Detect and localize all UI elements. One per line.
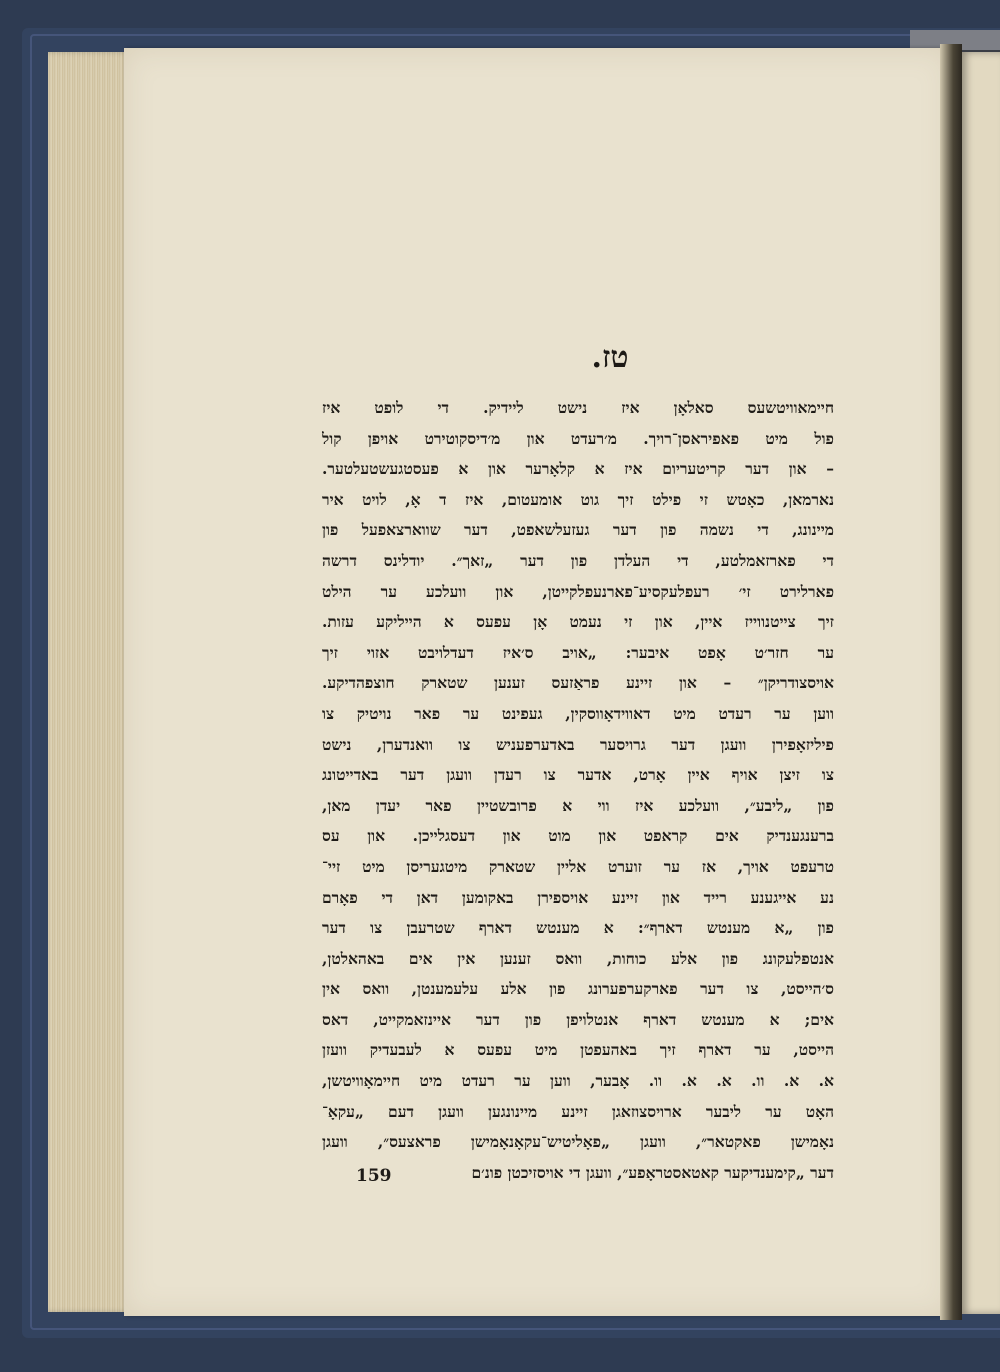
book-gutter: [940, 44, 962, 1320]
text-line: אים; א מענטש דארף אנטלויפן פון דער איינזאמקייט, דאס: [322, 1009, 834, 1029]
text-line: חיימאוויטשעס סאלאָן איז נישט ליידיק. די לופט איז: [322, 398, 834, 417]
text-line: פון „א מענטש דארף״: א מענטש דארף שטרעבן צו דער: [322, 918, 834, 938]
text-line: א. א. וו. א. א. וו. אָבער, ווען ער רעדט מיט חיימאָוויטשן,: [322, 1071, 834, 1091]
body-text: [322, 393, 834, 1188]
text-line: ס׳הייסט, צו דער פארקערפערונג פון אלע עלעמענטן, וואס אין: [322, 979, 834, 999]
page-block-edges: [48, 52, 130, 1312]
text-line: נע אייגענע רייד און זיינע אויספירן באקומען דאן די פאָרם: [322, 887, 834, 907]
facing-page-edge: [962, 52, 1000, 1314]
text-line: זיך צייטנווייז איין, און זי נעמט אָן עפעס א הייליקע עזות.: [322, 612, 834, 632]
page-number: 159: [356, 1166, 392, 1186]
text-line: הייסט, ער דארף זיך באהעפטן מיט עפעס א לעבעדיק וועזן: [322, 1040, 834, 1060]
text-line: נאָמישן פאקטאר״, וועגן „פאָליטיש־עקאָנאָמישן פראצעס״, וועגן: [322, 1132, 834, 1152]
text-line: ווען ער רעדט מיט דאווידאָווסקין, געפינט ער פאר נויטיק צו: [322, 703, 834, 723]
text-line: פארלירט זי׳ רעפלעקסיע־פארנעפלקייטן, און וועלכע ער הילט: [322, 581, 834, 601]
text-line: מיינונג, די נשמה פון דער געזעלשאפט, דער שווארצאפעל פון: [322, 520, 834, 540]
text-line: ברענגענדיק אים קראפט און מוט און דעסגלייכן. און עס: [322, 826, 834, 846]
text-line: פול מיט פאפיראסן־רויך. מ׳רעדט און מ׳דיסקוטירט אויפן קול: [322, 428, 834, 448]
text-line: אנטפלעקונג פון אלע כוחות, וואס זענען אין אים באהאלטן,: [322, 948, 834, 968]
text-line: האָט ער ליבער ארויסצוזאגן זיינע מיינונגען וועגן דעם „עקאָ־: [322, 1101, 834, 1121]
text-line: אויסצודריקן״ – און זיינע פראַזעס זענען שטארק חוצפהדיקע.: [322, 673, 834, 693]
text-line: צו זיצן אויף איין אָרט, אדער צו רעדן וועגן דער באדייטונג: [322, 765, 834, 785]
text-line: – און דער קריטעריום איז א קלאָרער און א פעסטגעשטעלטער.: [322, 459, 834, 479]
text-line: דער „קימענדיקער קאטאסטראָפע״, וועגן די אויסזיכטן פונ׳ם: [471, 1162, 834, 1182]
text-line: פון „ליבע״, וועלכע איז ווי א פרובשטיין פאר יעדן מאן,: [322, 795, 834, 815]
chapter-heading: טז.: [591, 340, 629, 375]
text-line: פיליזאָפירן וועגן דער גרויסער באדערפעניש צו וואנדערן, נישט: [322, 734, 834, 754]
text-line: טרעפט אויך, אז ער זוערט אליין שטארק מיטגעריסן מיט זיי־: [322, 856, 834, 876]
text-line: ער חזר׳ט אָפט איבער: „אויב ס׳איז דעדלויבט אזוי זיך: [322, 642, 834, 662]
text-line: נארמאן, כאָטש זי פילט זיך גוט אומעטום, איז ד אָ, לויט איר: [322, 489, 834, 509]
text-line: די פארזאמלטע, די העלדן פון דער „זאך״. יודלינס דרשה: [322, 550, 834, 570]
